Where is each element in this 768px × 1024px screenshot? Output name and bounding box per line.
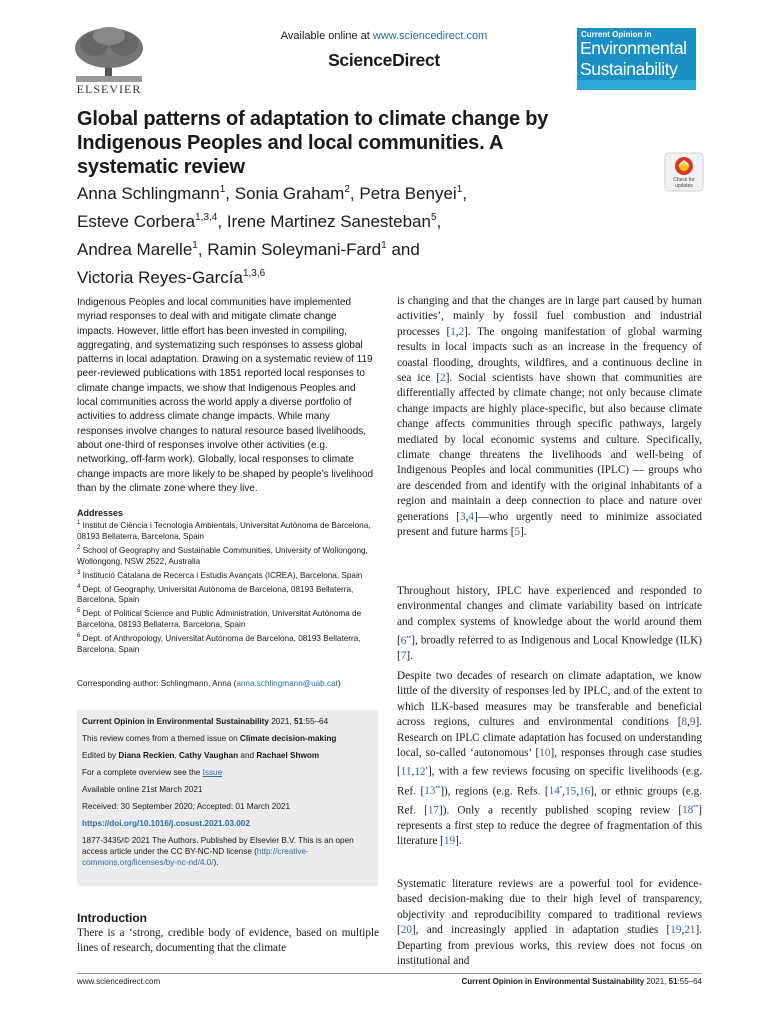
reference-link[interactable]: 8 <box>681 716 688 729</box>
address-number: 3 <box>77 569 81 576</box>
address-entry <box>77 568 377 582</box>
author-name[interactable]: Ramin Soleymani-Fard <box>207 240 382 259</box>
reference-link[interactable]: 5 <box>514 526 521 539</box>
reference-link[interactable]: 10 <box>539 747 551 760</box>
author-affiliation: 1,3,6 <box>242 268 266 279</box>
introduction-heading: Introduction <box>77 911 147 925</box>
author-affiliation: 1 <box>381 240 387 251</box>
reference-link[interactable]: 13•• <box>424 783 441 798</box>
reference-link[interactable]: 18•• <box>682 802 699 817</box>
available-online-date: Available online 21st March 2021 <box>82 785 203 794</box>
author-name[interactable]: Esteve Corbera <box>77 212 196 231</box>
footer-divider <box>77 973 702 974</box>
author-and: and <box>391 240 420 259</box>
themed-issue-line: This review comes from a themed issue on Climate decision-making <box>82 734 337 743</box>
reference-link[interactable]: 3 <box>460 510 466 523</box>
address-entry <box>77 543 377 568</box>
overview-line: For a complete overview see the Issue <box>82 768 223 777</box>
footer-citation: Current Opinion in Environmental Sustainability 2021, 51:55–64 <box>461 977 702 986</box>
reference-link[interactable]: 19 <box>670 924 682 937</box>
reference-link[interactable]: 17 <box>427 804 440 817</box>
address-entry <box>77 582 377 607</box>
abstract: Indigenous Peoples and local communities have implemented myriad responses to deal with and mitigate climate change impacts. However, little effort has been invested in compiling, aggregating, and systematizing such responses to assess global patterns in local adaptation. Drawing on a systematic review of 119 peer-reviewed publications with 1851 reported local responses to climate change impacts, we show that Indigenous Peoples and local communities across the world apply a diverse portfolio of activities to address climate change impacts. While many responses involve changes to natural resource based livelihoods, about one-third of responses involve other activities (e.g. networking, off-farm work). Globally, local responses to climate change impacts are more likely to be shaped by people’s livelihood than by the climate zone where they live. <box>77 297 374 494</box>
reference-link[interactable]: 1 <box>450 325 456 338</box>
author-affiliation: 1,3,4 <box>195 212 218 223</box>
journal-cover-line2: Environmental <box>580 38 687 58</box>
check-for-updates-icon <box>664 152 704 192</box>
author-list: Anna Schlingmann$^1$, Sonia Graham$^2$, Petra Benyei$^1$, Esteve Corbera$^{1,3,4}$, Irene Martinez Sanesteban$^5$, Andrea Marelle$^1$, Ramin Soleymani-Fard$^1$ and Victoria Reyes-García$^{1,3,6}$ <box>77 184 468 287</box>
address-text: Institució Catalana de Recerca i Estudis Avançats (ICREA), Barcelona, Spain <box>82 570 363 580</box>
reference-link[interactable]: 2 <box>458 325 465 338</box>
publisher-name: ELSEVIER <box>76 82 142 96</box>
article-title: Global patterns of adaptation to climate change by Indigenous Peoples and local communities. A systematic review <box>77 108 549 178</box>
author-affiliation: 1 <box>192 240 198 251</box>
check-badge-line2: updates <box>675 183 693 189</box>
introduction-text: There is a ‘strong, credible body of evidence, based on multiple lines of research, documenting that the climate <box>77 927 379 955</box>
reference-link[interactable]: 14• <box>548 783 563 798</box>
license-statement: 1877-3435/© 2021 The Authors. Published by Elsevier B.V. This is an open access article under the CC BY-NC-ND license (http://creative-commons.org/licenses/by-nc-nd/4.0/). <box>82 836 354 867</box>
address-text: Dept. of Geography, Universitat Autònoma de Barcelona, 08193 Bellaterra, Barcelona, Spain <box>77 584 354 605</box>
corresponding-author: Corresponding author: Schlingmann, Anna (anna.schlingmann@uab.cat) <box>77 679 341 688</box>
address-text: Dept. of Anthropology, Universitat Autónoma de Barcelona, 08193 Bellaterra, Barcelona, Spain <box>77 634 361 655</box>
addresses-list <box>77 518 377 656</box>
reference-link[interactable]: 6•• <box>400 633 412 647</box>
citation-line: Current Opinion in Environmental Sustainability 2021, 51:55–64 <box>82 717 329 726</box>
author-name[interactable]: Andrea Marelle <box>77 240 193 259</box>
address-number: 5 <box>77 608 81 615</box>
reference-link[interactable]: 7 <box>400 650 407 663</box>
address-text: Dept. of Political Science and Public Administration, Universitat Autònoma de Barcelona, 08193 Bellaterra, Barcelona, Spain <box>77 609 362 630</box>
journal-cover-line1: Current Opinion in <box>581 30 652 39</box>
author-affiliation: 1 <box>219 184 226 195</box>
sciencedirect-brand[interactable]: ScienceDirect <box>328 50 440 70</box>
journal-cover-line3: Sustainability <box>580 59 678 79</box>
doi-link[interactable]: https://doi.org/10.1016/j.cosust.2021.03.002 <box>82 819 250 828</box>
body-paragraph-1: is changing and that the changes are in large part caused by human activities’, mainly by fossil fuel combustion and industrial processes [1,2]. The ongoing manifestation of global warming results in local impacts such as an increase in the frequency of coastal flooding, droughts, wildfires, and a continuous decline in sea ice [2]. Social scientists have shown that communities are differentially affected by climate change; not only because climate change impacts are highly place-specific, but also because climate change affects communities through specific pathways, largely mediated by local economic systems and culture. Specifically, climate change threatens the livelihoods and well-being of Indigenous Peoples and local communities (IPLC) — groups who are descended from and identify with the original inhabitants of a region and maintain a deep connection to place and nature over generations [3,4]—who urgently need to minimize associated present and future harms [5]. <box>397 295 702 539</box>
check-for-updates-badge[interactable] <box>664 152 704 192</box>
received-accepted-dates: Received: 30 September 2020; Accepted: 01 March 2021 <box>82 802 291 811</box>
corresponding-email-link[interactable]: anna.schlingmann@uab.cat <box>236 679 338 688</box>
journal-cover-banner[interactable] <box>577 28 696 90</box>
body-paragraph-3: Despite two decades of research on climate adaptation, we know little of the diversity of responses led by IPLC, and of the extent to which ILK-based measures may be transferable and beneficial across regions, cultures and environmental conditions [8,9]. Research on IPLC climate adaptation has focused on understanding local, so-called ‘autonomous’ [10], responses through case studies [11,12•], with a few reviews focusing on specific livelihoods (e.g. Ref. [13••]), regions (e.g. Refs. [14•,15,16], or ethnic groups (e.g. Ref. [17]). Only a recently published scoping review [18••] represents a first step to reduce the degree of fragmentation of this literature [19]. <box>397 670 702 848</box>
author-affiliation: 1 <box>456 184 463 195</box>
journal-cover-bar <box>577 80 696 90</box>
issue-link[interactable]: Issue <box>202 768 223 777</box>
author-name[interactable]: Anna Schlingmann <box>77 184 220 203</box>
address-entry <box>77 631 377 656</box>
check-badge-line1: Check for <box>673 177 695 183</box>
sciencedirect-link[interactable]: www.sciencedirect.com <box>372 30 488 42</box>
addresses-heading: Addresses <box>77 508 124 518</box>
editors-line: Edited by Diana Reckien, Cathy Vaughan and Rachael Shwom <box>82 751 320 760</box>
address-text: Institut de Ciència i Tecnologia Ambientals, Universitat Autònoma de Barcelona, 08193 Bellaterra, Barcelona, Spain <box>77 521 371 541</box>
body-paragraph-4: Systematic literature reviews are a powerful tool for evidence-based decision-making due to their high level of transparency, objectivity and reproducibility compared to traditional reviews [20], and increasingly applied in adaptation studies [19,21]. Departing from previous works, this review does not focus on institutional and <box>397 878 702 968</box>
address-entry <box>77 518 377 543</box>
available-online-line: Available online at www.sciencedirect.com <box>280 30 488 42</box>
author-affiliation: 2 <box>344 184 350 195</box>
reference-link[interactable]: 12• <box>414 764 428 779</box>
author-affiliation: 5 <box>430 212 437 223</box>
address-entry <box>77 606 377 631</box>
author-name[interactable]: Petra Benyei <box>359 184 457 203</box>
license-link[interactable]: http://creative-commons.org/licenses/by-nc-nd/4.0/ <box>82 847 309 867</box>
reference-link[interactable]: 16 <box>579 785 591 798</box>
article-info-box <box>77 710 378 886</box>
footer-website[interactable]: www.sciencedirect.com <box>77 977 161 986</box>
reference-link[interactable]: 11 <box>400 766 412 779</box>
address-number: 6 <box>77 633 81 640</box>
reference-link[interactable]: 19 <box>443 835 456 848</box>
reference-link[interactable]: 2 <box>440 372 446 385</box>
body-paragraph-2: Throughout history, IPLC have experienced and responded to environmental changes and climate variability based on intricate and complex systems of knowledge about the world around them [6••], broadly referred to as Indigenous and Local Knowledge (ILK) [7]. <box>397 585 702 663</box>
address-number: 1 <box>77 520 81 526</box>
address-text: School of Geography and Sustainable Communities, University of Wollongong, Wollongong, NSW 2522, Australia <box>77 545 368 566</box>
reference-link[interactable]: 20 <box>400 924 412 937</box>
address-number: 4 <box>77 583 81 590</box>
author-name[interactable]: Irene Martinez Sanesteban <box>226 212 431 231</box>
author-name[interactable]: Victoria Reyes-García <box>77 268 243 287</box>
author-name[interactable]: Sonia Graham <box>234 184 345 203</box>
address-number: 2 <box>77 544 81 551</box>
reference-link[interactable]: 15 <box>565 785 577 798</box>
reference-link[interactable]: 9 <box>689 716 696 729</box>
reference-link[interactable]: 21 <box>684 924 696 937</box>
reference-link[interactable]: 4 <box>468 510 475 523</box>
